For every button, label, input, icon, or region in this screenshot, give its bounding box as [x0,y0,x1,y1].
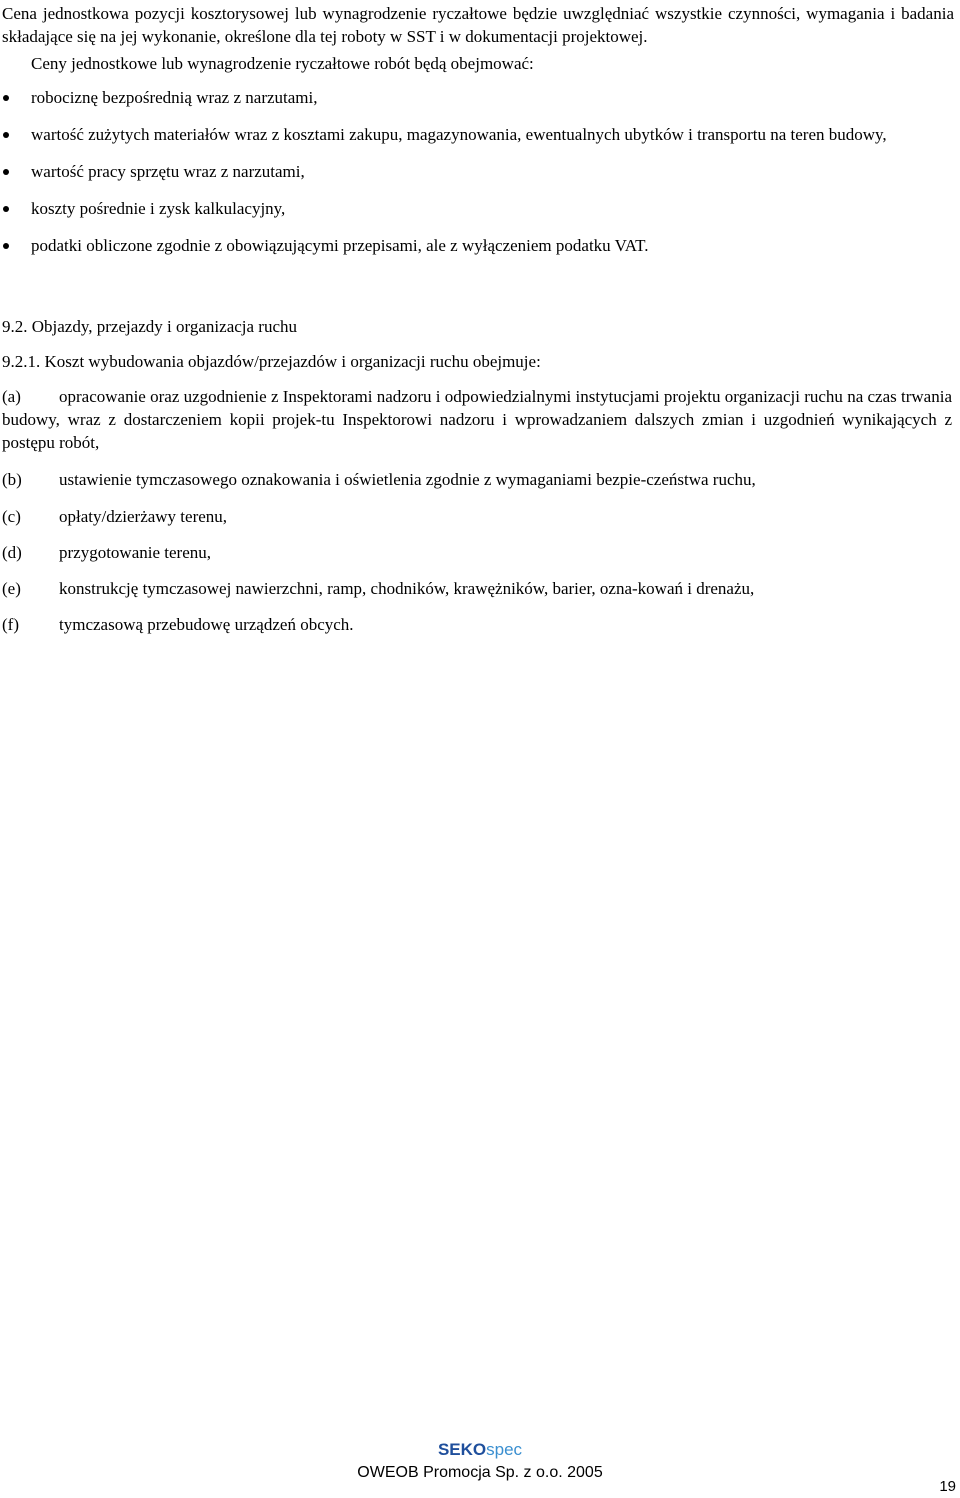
item-marker: (c) [2,507,21,526]
bullet-icon [3,95,9,101]
footer-logo [0,1440,960,1460]
item-text: opłaty/dzierżawy terenu, [59,507,228,526]
list-item-text: robociznę bezpośrednią wraz z narzutami, [31,88,318,107]
list-item [0,234,952,257]
item-text: opracowanie oraz uzgodnienie z Inspektorami nadzoru i odpowiedzialnymi instytucjami projektu organizacji ruchu na czas trwania budowy, wraz z dostarczeniem kopii projek-tu Inspektorowi nadzoru i wprowadzaniem dalszych zmian i uzgodnień wynikających z postępu robót, [2,387,952,452]
intro-paragraph: Cena jednostkowa pozycji kosztorysowej lub wynagrodzenie ryczałtowe będzie uwzględniać wszystkie czynności, wymagania i badania składające się na jej wykonanie, określone dla tej roboty w SST i w dokumentacji projektowej. [2,4,954,46]
list-item [0,86,952,109]
bullet-icon [3,206,9,212]
list-item-text: podatki obliczone zgodnie z obowiązującymi przepisami, ale z wyłączeniem podatku VAT. [31,236,649,255]
brand-name-bold: SEKO [437,1440,487,1459]
lettered-item-b [2,468,952,491]
item-text: tymczasową przebudowę urządzeń obcych. [59,615,354,634]
bullet-icon [3,243,9,249]
footer-company: OWEOB Promocja Sp. z o.o. 2005 [357,1464,603,1481]
item-marker: (f) [2,615,19,634]
item-marker: (a) [2,387,21,406]
page-number: 19 [939,1478,956,1495]
bullet-icon [3,169,9,175]
section-heading: 9.2. Objazdy, przejazdy i organizacja ruchu [2,317,298,336]
item-text: przygotowanie terenu, [59,543,211,562]
list-item [0,197,952,220]
item-text: konstrukcję tymczasowej nawierzchni, ramp, chodników, krawężników, barier, ozna-kowań i drenażu, [59,579,755,598]
item-marker: (e) [2,579,21,598]
lettered-item-c [2,505,952,528]
brand-name-light: spec [486,1440,523,1459]
item-marker: (b) [2,470,22,489]
list-item-text: koszty pośrednie i zysk kalkulacyjny, [31,199,286,218]
list-item-text: wartość pracy sprzętu wraz z narzutami, [31,162,305,181]
subsection-heading: 9.2.1. Koszt wybudowania objazdów/przejazdów i organizacji ruchu obejmuje: [2,352,541,371]
bullet-icon [3,132,9,138]
list-item-text: wartość zużytych materiałów wraz z kosztami zakupu, magazynowania, ewentualnych ubytków i transportu na teren budowy, [31,125,887,144]
list-item [0,160,952,183]
lettered-item-f [2,613,952,636]
lettered-item-a [2,385,952,454]
list-item [0,123,952,146]
item-text: ustawienie tymczasowego oznakowania i oświetlenia zgodnie z wymaganiami bezpie-czeństwa ruchu, [59,470,756,489]
item-marker: (d) [2,543,22,562]
lettered-item-d [2,541,952,564]
lead-paragraph: Ceny jednostkowe lub wynagrodzenie ryczałtowe robót będą obejmować: [31,54,534,73]
cost-components-list [0,86,952,271]
lettered-item-e [2,577,952,600]
